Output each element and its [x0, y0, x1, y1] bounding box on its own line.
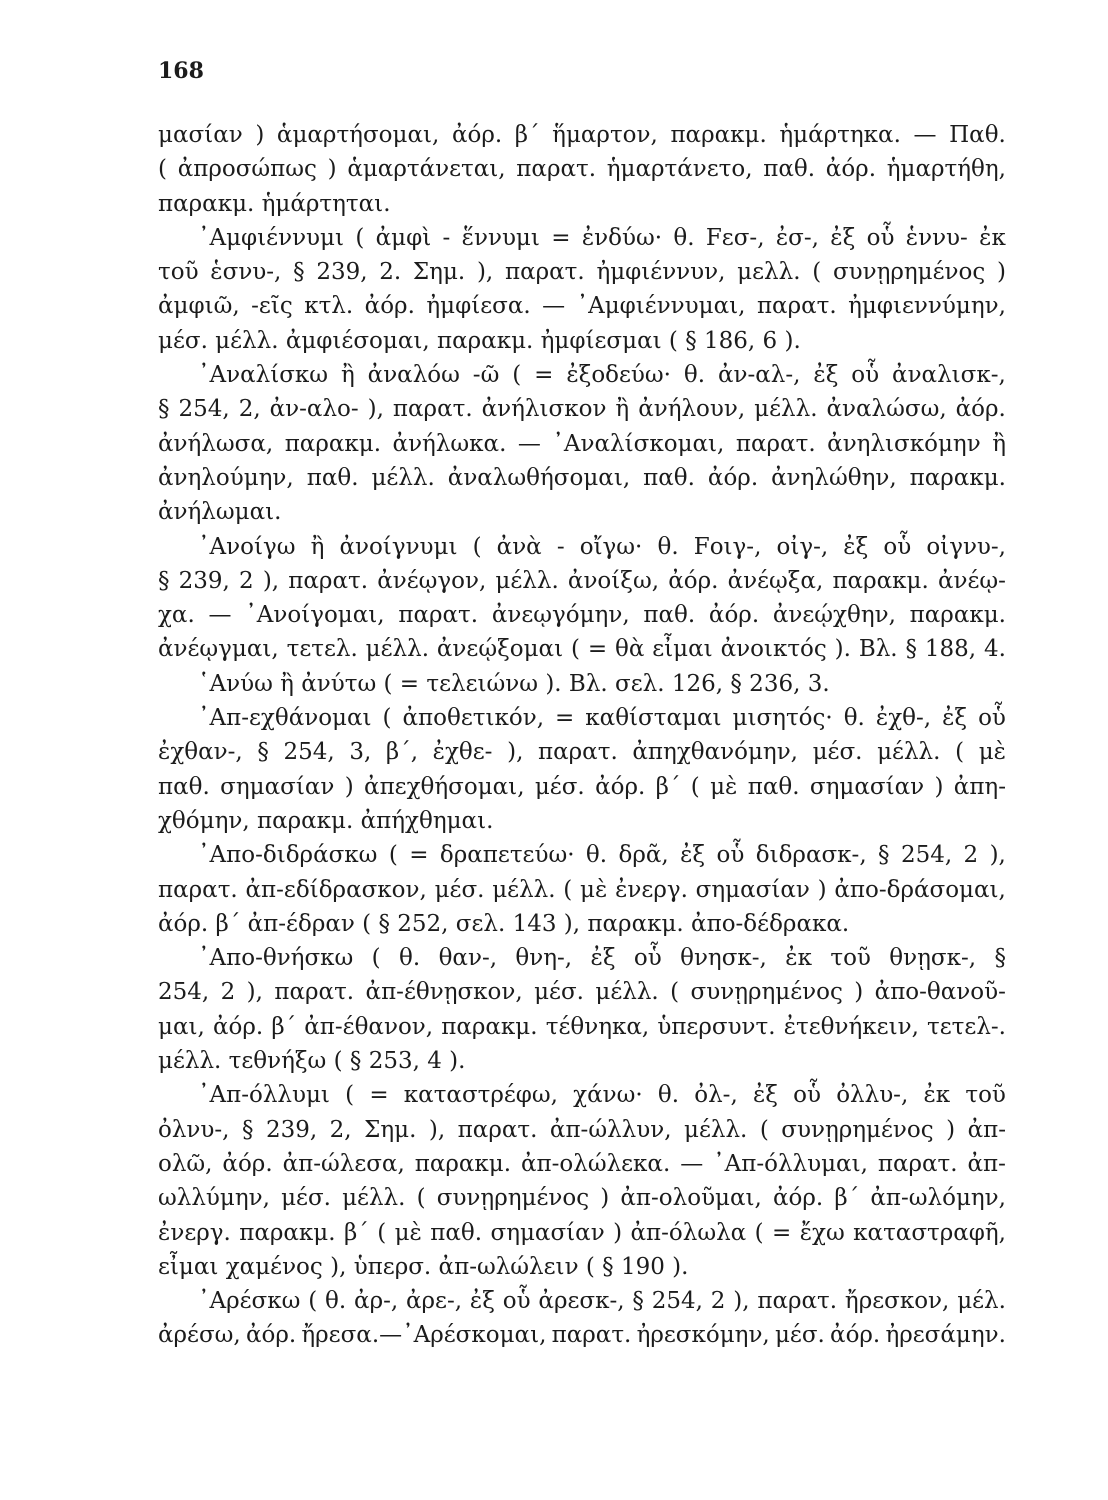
text-line: παρακμ. ἡμάρτηται. [158, 190, 391, 217]
text-line: ἀνέῳγμαι, τετελ. μέλλ. ἀνεῴξομαι ( = θὰ εἶμαι ἀνοικτός ). Βλ. § 188, 4. [158, 636, 1006, 663]
text-line: ἀνηλούμην, παθ. μέλλ. ἀναλωθήσομαι, παθ. ἀόρ. ἀνηλώθην, παρακμ. [158, 464, 1006, 491]
text-line: μασίαν ) ἁμαρτήσομαι, ἀόρ. β΄ ἥμαρτον, παρακμ. ἡμάρτηκα. — Παθ. [158, 122, 1006, 148]
text-line: ἀνήλωμαι. [158, 499, 282, 526]
text-line: μέσ. μέλλ. ἀμφιέσομαι, παρακμ. ἠμφίεσμαι ( § 186, 6 ). [158, 327, 801, 354]
text-line: § 254, 2, ἀν-αλο- ), παρατ. ἀνήλισκον ἢ ἀνήλουν, μέλλ. ἀναλώσω, ἀόρ. [158, 396, 1006, 423]
text-line: τοῦ ἑσνυ-, § 239, 2. Σημ. ), παρατ. ἠμφιέννυν, μελλ. ( συνῃρημένος ) [158, 259, 1006, 286]
text-line: ᾿Απο-διδράσκω ( = δραπετεύω· θ. δρᾶ, ἐξ οὗ διδρασκ-, § 254, 2 ), [198, 842, 1006, 869]
text-line: ᾿Αναλίσκω ἢ ἀναλόω -ῶ ( = ἐξοδεύω· θ. ἀν-αλ-, ἐξ οὗ ἀναλισκ-, [198, 362, 1006, 389]
text-line: μαι, ἀόρ. β΄ ἀπ-έθανον, παρακμ. τέθνηκα, ὑπερσυντ. ἐτεθνήκειν, τετελ-. [158, 1013, 1006, 1040]
text-line: εἶμαι χαμένος ), ὑπερσ. ἀπ-ωλώλειν ( § 190 ). [158, 1253, 689, 1280]
text-line: παρατ. ἀπ-εδίδρασκον, μέσ. μέλλ. ( μὲ ἐνεργ. σημασίαν ) ἀπο-δράσομαι, [158, 876, 1006, 903]
text-line: ᾿Αμφιέννυμι ( ἀμφὶ - ἕννυμι = ἐνδύω· θ. Fεσ-, ἐσ-, ἐξ οὗ ἑννυ- ἐκ [198, 224, 1006, 251]
text-line: ᾿Απο-θνήσκω ( θ. θαν-, θνη-, ἐξ οὗ θνησκ-, ἐκ τοῦ θνῃσκ-, § [198, 945, 1006, 972]
text-line: ολῶ, ἀόρ. ἀπ-ώλεσα, παρακμ. ἀπ-ολώλεκα. — ᾿Απ-όλλυμαι, παρατ. ἀπ- [158, 1150, 1006, 1177]
text-line: παθ. σημασίαν ) ἀπεχθήσομαι, μέσ. ἀόρ. β΄ ( μὲ παθ. σημασίαν ) ἀπη- [158, 773, 1006, 800]
text-line: χθόμην, παρακμ. ἀπήχθημαι. [158, 807, 494, 834]
text-line: ἀμφιῶ, -εῖς κτλ. ἀόρ. ἠμφίεσα. — ᾿Αμφιέννυμαι, παρατ. ἠμφιεννύμην, [158, 293, 1006, 320]
text-line: ἀρέσω, ἀόρ. ἤρεσα.—᾿Αρέσκομαι, παρατ. ἠρεσκόμην, μέσ. ἀόρ. ἠρεσάμην. [158, 1322, 1006, 1349]
dictionary-text-block [158, 118, 1006, 1353]
text-line: ᾿Απ-εχθάνομαι ( ἀποθετικόν, = καθίσταμαι μισητός· θ. ἐχθ-, ἐξ οὗ [198, 705, 1006, 732]
text-line: ᾿Απ-όλλυμι ( = καταστρέφω, χάνω· θ. ὀλ-, ἐξ οὗ ὀλλυ-, ἐκ τοῦ [198, 1082, 1006, 1109]
text-line: ἐχθαν-, § 254, 3, β΄, ἐχθε- ), παρατ. ἀπηχθανόμην, μέσ. μέλλ. ( μὲ [158, 739, 1006, 766]
text-line: ᾿Ανοίγω ἢ ἀνοίγνυμι ( ἀνὰ - οἴγω· θ. Fοιγ-, οἰγ-, ἐξ οὗ οἰγνυ-, [198, 533, 1006, 560]
text-line: ᾿Αρέσκω ( θ. ἀρ-, ἀρε-, ἐξ οὗ ἀρεσκ-, § 254, 2 ), παρατ. ἤρεσκον, μέλ. [198, 1288, 1006, 1315]
page-number: 168 [158, 58, 204, 84]
text-line: ἐνεργ. παρακμ. β΄ ( μὲ παθ. σημασίαν ) ἀπ-όλωλα ( = ἔχω καταστραφῆ, [158, 1219, 1006, 1246]
text-line: ἀόρ. β΄ ἀπ-έδραν ( § 252, σελ. 143 ), παρακμ. ἀπο-δέδρακα. [158, 910, 850, 937]
text-line: ῾Ανύω ἢ ἀνύτω ( = τελειώνω ). Βλ. σελ. 126, § 236, 3. [198, 670, 830, 697]
text-line: χα. — ᾿Ανοίγομαι, παρατ. ἀνεῳγόμην, παθ. ἀόρ. ἀνεῴχθην, παρακμ. [158, 602, 1006, 629]
text-line: ἀνήλωσα, παρακμ. ἀνήλωκα. — ᾿Αναλίσκομαι, παρατ. ἀνηλισκόμην ἢ [158, 430, 1006, 457]
text-line: ωλλύμην, μέσ. μέλλ. ( συνῃρημένος ) ἀπ-ολοῦμαι, ἀόρ. β΄ ἀπ-ωλόμην, [158, 1185, 1006, 1212]
text-line: μέλλ. τεθνήξω ( § 253, 4 ). [158, 1048, 466, 1075]
text-line: ὀλνυ-, § 239, 2, Σημ. ), παρατ. ἀπ-ώλλυν, μέλλ. ( συνῃρημένος ) ἀπ- [158, 1116, 1006, 1143]
text-line: § 239, 2 ), παρατ. ἀνέῳγον, μέλλ. ἀνοίξω, ἀόρ. ἀνέῳξα, παρακμ. ἀνέῳ- [158, 567, 1006, 594]
text-line: 254, 2 ), παρατ. ἀπ-έθνῃσκον, μέσ. μέλλ. ( συνῃρημένος ) ἀπο-θανοῦ- [158, 979, 1006, 1006]
text-line: ( ἀπροσώπως ) ἁμαρτάνεται, παρατ. ἡμαρτάνετο, παθ. ἀόρ. ἡμαρτήθη, [158, 156, 1006, 183]
